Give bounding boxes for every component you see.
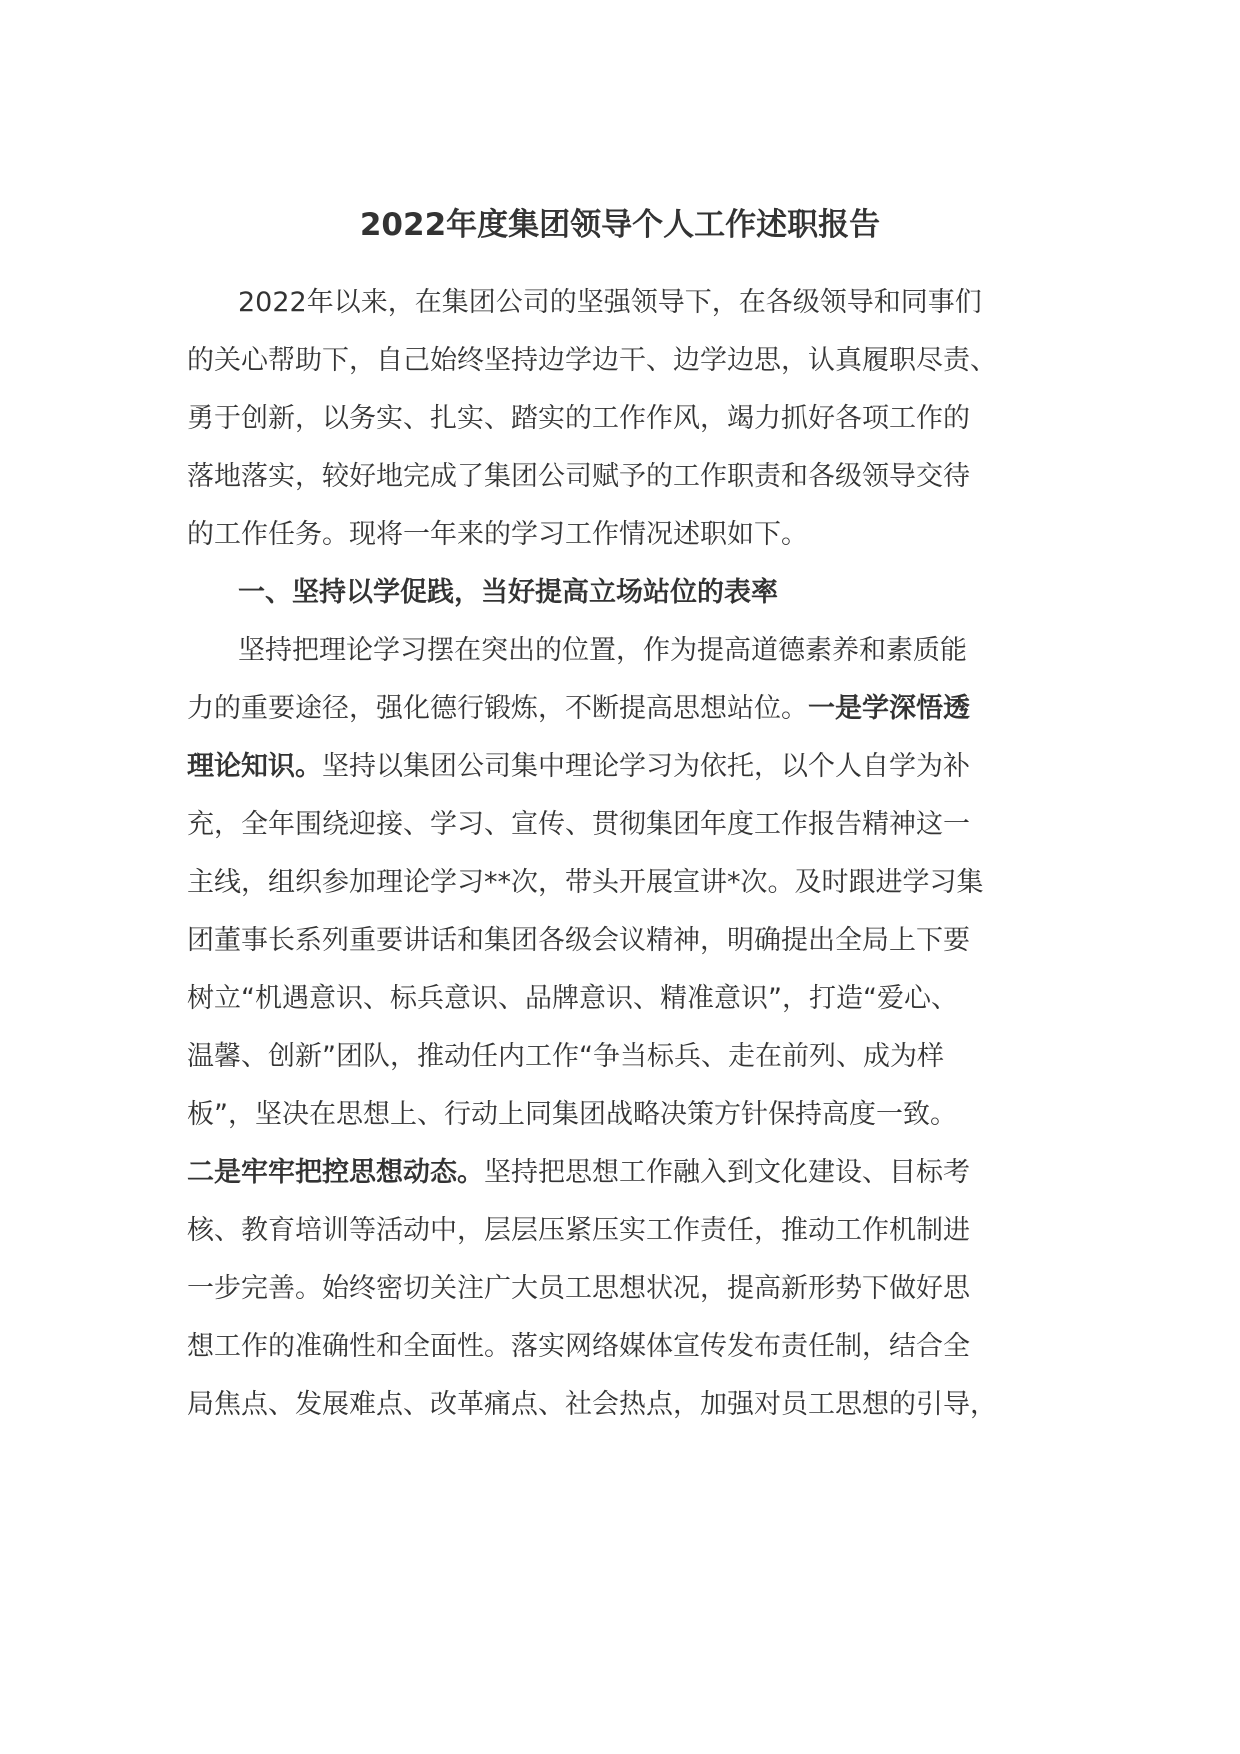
paragraph-line: 落地落实，较好地完成了集团公司赋予的工作职责和各级领导交待 [187,461,970,492]
paragraph-line: 团董事长系列重要讲话和集团各级会议精神，明确提出全局上下要 [187,925,970,956]
paragraph-line: 勇于创新，以务实、扎实、踏实的工作作风，竭力抓好各项工作的 [187,403,970,434]
paragraph-line: 树立“机遇意识、标兵意识、品牌意识、精准意识”，打造“爱心、 [187,983,958,1014]
section-heading: 一、坚持以学促践，当好提高立场站位的表率 [238,577,778,608]
paragraph-line: 的关心帮助下，自己始终坚持边学边干、边学边思，认真履职尽责、 [187,345,997,376]
paragraph-line [187,1153,970,1193]
bold-phrase: 一是学深悟透 [808,693,970,724]
paragraph-line: 核、教育培训等活动中，层层压紧压实工作责任，推动工作机制进 [187,1215,970,1246]
document-title: 2022年度集团领导个人工作述职报告 [359,207,881,243]
paragraph-line: 2022年以来，在集团公司的坚强领导下，在各级领导和同事们 [238,287,982,318]
line-text: 坚持把思想工作融入到文化建设、目标考 [484,1157,970,1188]
line-text: 坚持以集团公司集中理论学习为依托，以个人自学为补 [322,751,970,782]
paragraph-line [187,689,970,729]
paragraph-line: 局焦点、发展难点、改革痛点、社会热点，加强对员工思想的引导， [187,1389,997,1420]
paragraph-line: 想工作的准确性和全面性。落实网络媒体宣传发布责任制，结合全 [187,1331,970,1362]
paragraph-line: 一步完善。始终密切关注广大员工思想状况，提高新形势下做好思 [187,1273,970,1304]
paragraph-line: 的工作任务。现将一年来的学习工作情况述职如下。 [187,519,808,550]
bold-phrase: 二是牢牢把控思想动态。 [187,1157,484,1188]
paragraph-line: 温馨、创新”团队，推动任内工作“争当标兵、走在前列、成为样 [187,1041,944,1072]
paragraph-line [187,747,970,787]
bold-phrase: 理论知识。 [187,751,322,782]
paragraph-line: 主线，组织参加理论学习**次，带头开展宣讲*次。及时跟进学习集 [187,867,984,898]
line-text: 力的重要途径，强化德行锻炼，不断提高思想站位。 [187,693,808,724]
paragraph-line: 充，全年围绕迎接、学习、宣传、贯彻集团年度工作报告精神这一 [187,809,970,840]
paragraph-line: 坚持把理论学习摆在突出的位置，作为提高道德素养和素质能 [238,635,967,666]
paragraph-line: 板”，坚决在思想上、行动上同集团战略决策方针保持高度一致。 [187,1099,957,1130]
